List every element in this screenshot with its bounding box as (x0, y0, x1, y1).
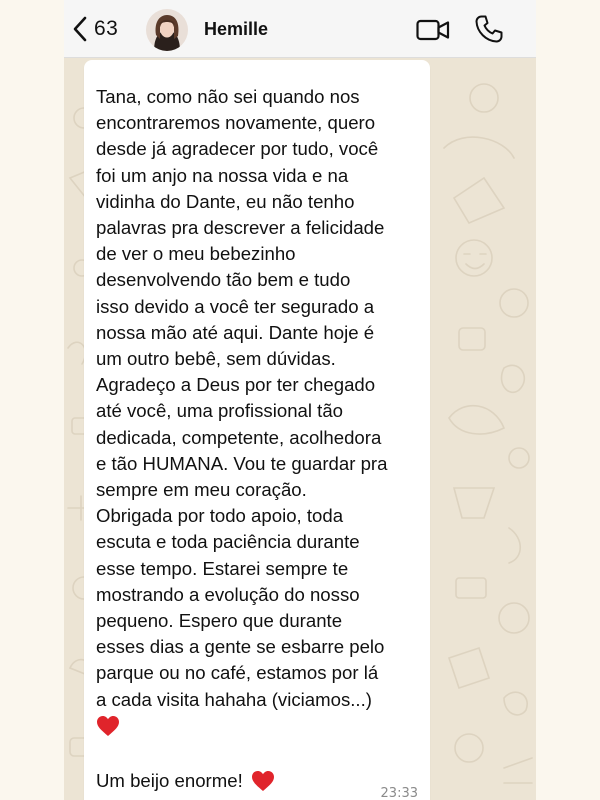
back-button[interactable] (72, 12, 118, 46)
video-call-button[interactable] (416, 17, 450, 43)
chat-screen (64, 0, 536, 800)
red-heart-icon (96, 715, 120, 737)
contact-name[interactable]: Hemille (204, 19, 269, 39)
voice-call-button[interactable] (474, 14, 504, 44)
chat-header (64, 0, 536, 58)
red-heart-icon (251, 770, 275, 792)
message-text: Tana, como não sei quando nos encontraremos novamente, quero desde já agradecer por tudo, você foi um anjo na nossa vida e na vidinha do Dante, eu não tenho palavras pra descrever a felicidade de ver o meu bebezinho desenvolvendo tão bem e tudo isso devido a você ter segurado a nossa mão até aqui. Dante hoje é um outro bebê, sem dúvidas. Agradeço a Deus por ter chegado até você, uma profissional tão dedicada, competente, acolhedora e tão HUMANA. Vou te guardar pra sempre em meu coração. Obrigada por todo apoio, toda escuta e toda paciência durante esse tempo. Estarei sempre te mostrando a evolução do nosso pequeno. Espero que durante esses dias a gente se esbarre pelo parque ou no café, estamos por lá a cada visita hahaha (viciamos...) (96, 86, 388, 710)
closing-text: Um beijo enorme! (96, 770, 243, 791)
message-bubble[interactable] (84, 60, 430, 800)
chevron-left-icon (72, 16, 88, 42)
contact-avatar[interactable] (146, 9, 188, 51)
right-page-margin (536, 0, 600, 800)
unread-count: 63 (94, 17, 119, 40)
left-page-margin (0, 0, 64, 800)
avatar-photo-icon (146, 9, 188, 51)
message-timestamp: 23:33 (380, 786, 418, 800)
closing-line (96, 770, 275, 792)
video-camera-icon (416, 17, 450, 43)
phone-icon (474, 14, 504, 44)
